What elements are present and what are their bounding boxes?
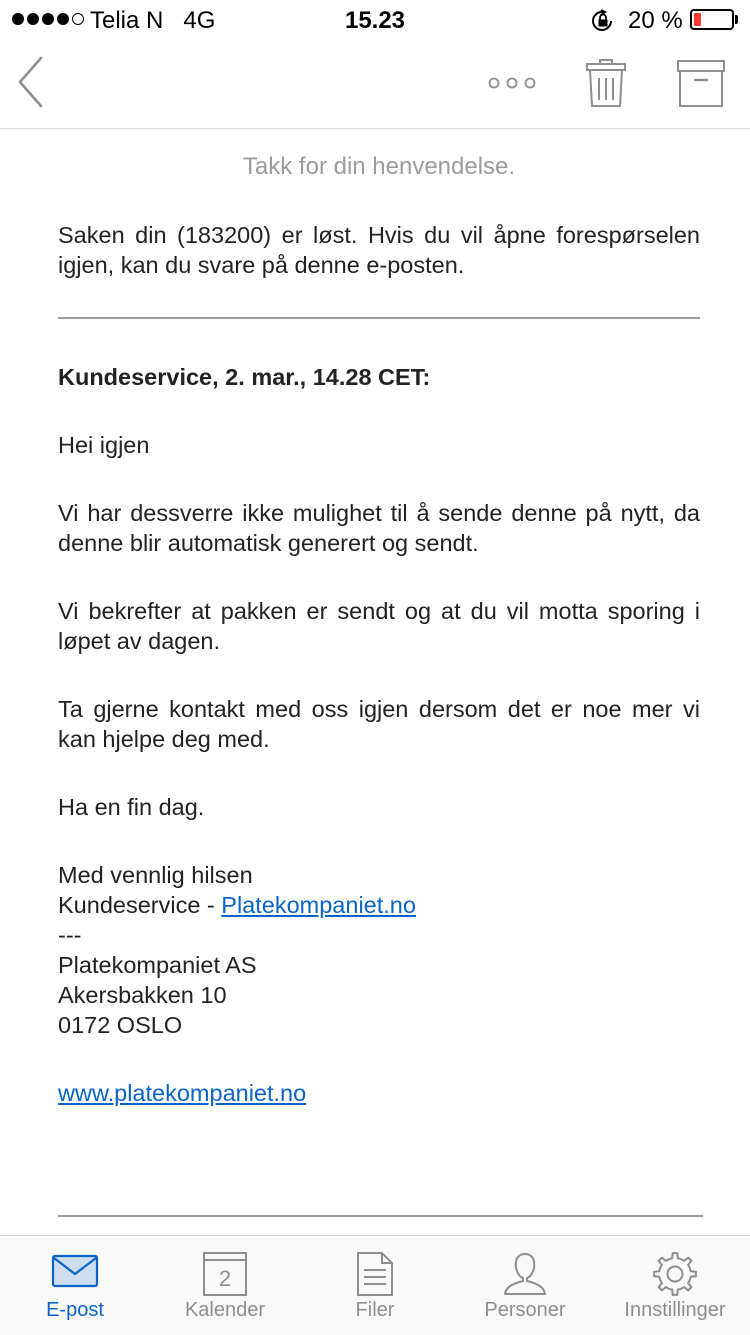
tab-label: Kalender — [184, 1299, 266, 1321]
website-link[interactable]: www.platekompaniet.no — [58, 1080, 307, 1106]
signature-company: Platekompaniet AS — [58, 952, 257, 978]
file-icon — [355, 1250, 395, 1298]
archive-icon — [678, 61, 724, 106]
author-line: Kundeservice, 2. mar., 14.28 CET: — [58, 364, 431, 390]
divider — [58, 317, 700, 319]
message-paragraph: Vi har dessverre ikke mulighet til å sende denne på nytt, da denne blir automatisk generert og sendt. — [58, 500, 700, 556]
tab-bar — [0, 1235, 750, 1335]
carrier-name: Telia N — [90, 7, 164, 34]
tab-files[interactable] — [300, 1236, 450, 1335]
battery-icon — [690, 9, 734, 30]
signature-city: 0172 OSLO — [58, 1012, 183, 1038]
resolved-notice: Saken din (183200) er løst. Hvis du vil åpne forespørselen igjen, kan du svare på denne e-posten. — [58, 222, 700, 278]
battery-percent: 20 % — [628, 7, 683, 34]
signature-team-prefix: Kundeservice - — [58, 892, 222, 918]
archive-button[interactable] — [672, 56, 730, 112]
tab-mail[interactable] — [0, 1236, 150, 1335]
gear-icon — [651, 1250, 699, 1298]
signature — [58, 860, 700, 1040]
message-paragraph: Ta gjerne kontakt med oss igjen dersom det er noe mer vi kan hjelpe deg med. — [58, 696, 700, 752]
closing-line: Ha en fin dag. — [58, 794, 205, 820]
platekompaniet-link[interactable]: Platekompaniet.no — [221, 892, 416, 918]
message-toolbar — [0, 40, 750, 129]
chevron-left-icon — [20, 58, 41, 106]
tab-settings[interactable] — [600, 1236, 750, 1335]
calendar-icon — [201, 1250, 249, 1298]
mail-icon — [51, 1250, 99, 1290]
message-body — [58, 128, 700, 1108]
tab-calendar[interactable] — [150, 1236, 300, 1335]
tab-label: E-post — [46, 1299, 104, 1321]
more-dots-icon — [490, 79, 535, 88]
trash-icon — [587, 60, 625, 106]
greeting: Hei igjen — [58, 432, 150, 458]
signature-team — [58, 890, 700, 920]
more-options-button[interactable] — [482, 70, 544, 96]
calendar-day: 2 — [218, 1266, 232, 1291]
tab-label: Innstillinger — [624, 1299, 726, 1321]
network-type: 4G — [183, 7, 216, 34]
divider — [58, 1215, 703, 1217]
signature-address: Akersbakken 10 — [58, 982, 227, 1008]
tab-label: Filer — [355, 1299, 395, 1321]
back-button[interactable] — [14, 54, 54, 110]
person-icon — [501, 1250, 549, 1298]
battery-level — [694, 13, 701, 26]
delete-button[interactable] — [580, 56, 632, 112]
tab-label: Personer — [484, 1299, 566, 1321]
status-bar — [0, 0, 750, 40]
message-paragraph: Vi bekrefter at pakken er sendt og at du vil motta sporing i løpet av dagen. — [58, 598, 700, 654]
website-paragraph — [58, 1078, 700, 1108]
rotation-lock-icon — [590, 9, 616, 33]
tab-people[interactable] — [450, 1236, 600, 1335]
message-subtitle: Takk for din henvendelse. — [242, 153, 516, 180]
signature-separator: --- — [58, 922, 82, 948]
signature-regards: Med vennlig hilsen — [58, 862, 253, 888]
status-time: 15.23 — [344, 7, 406, 34]
